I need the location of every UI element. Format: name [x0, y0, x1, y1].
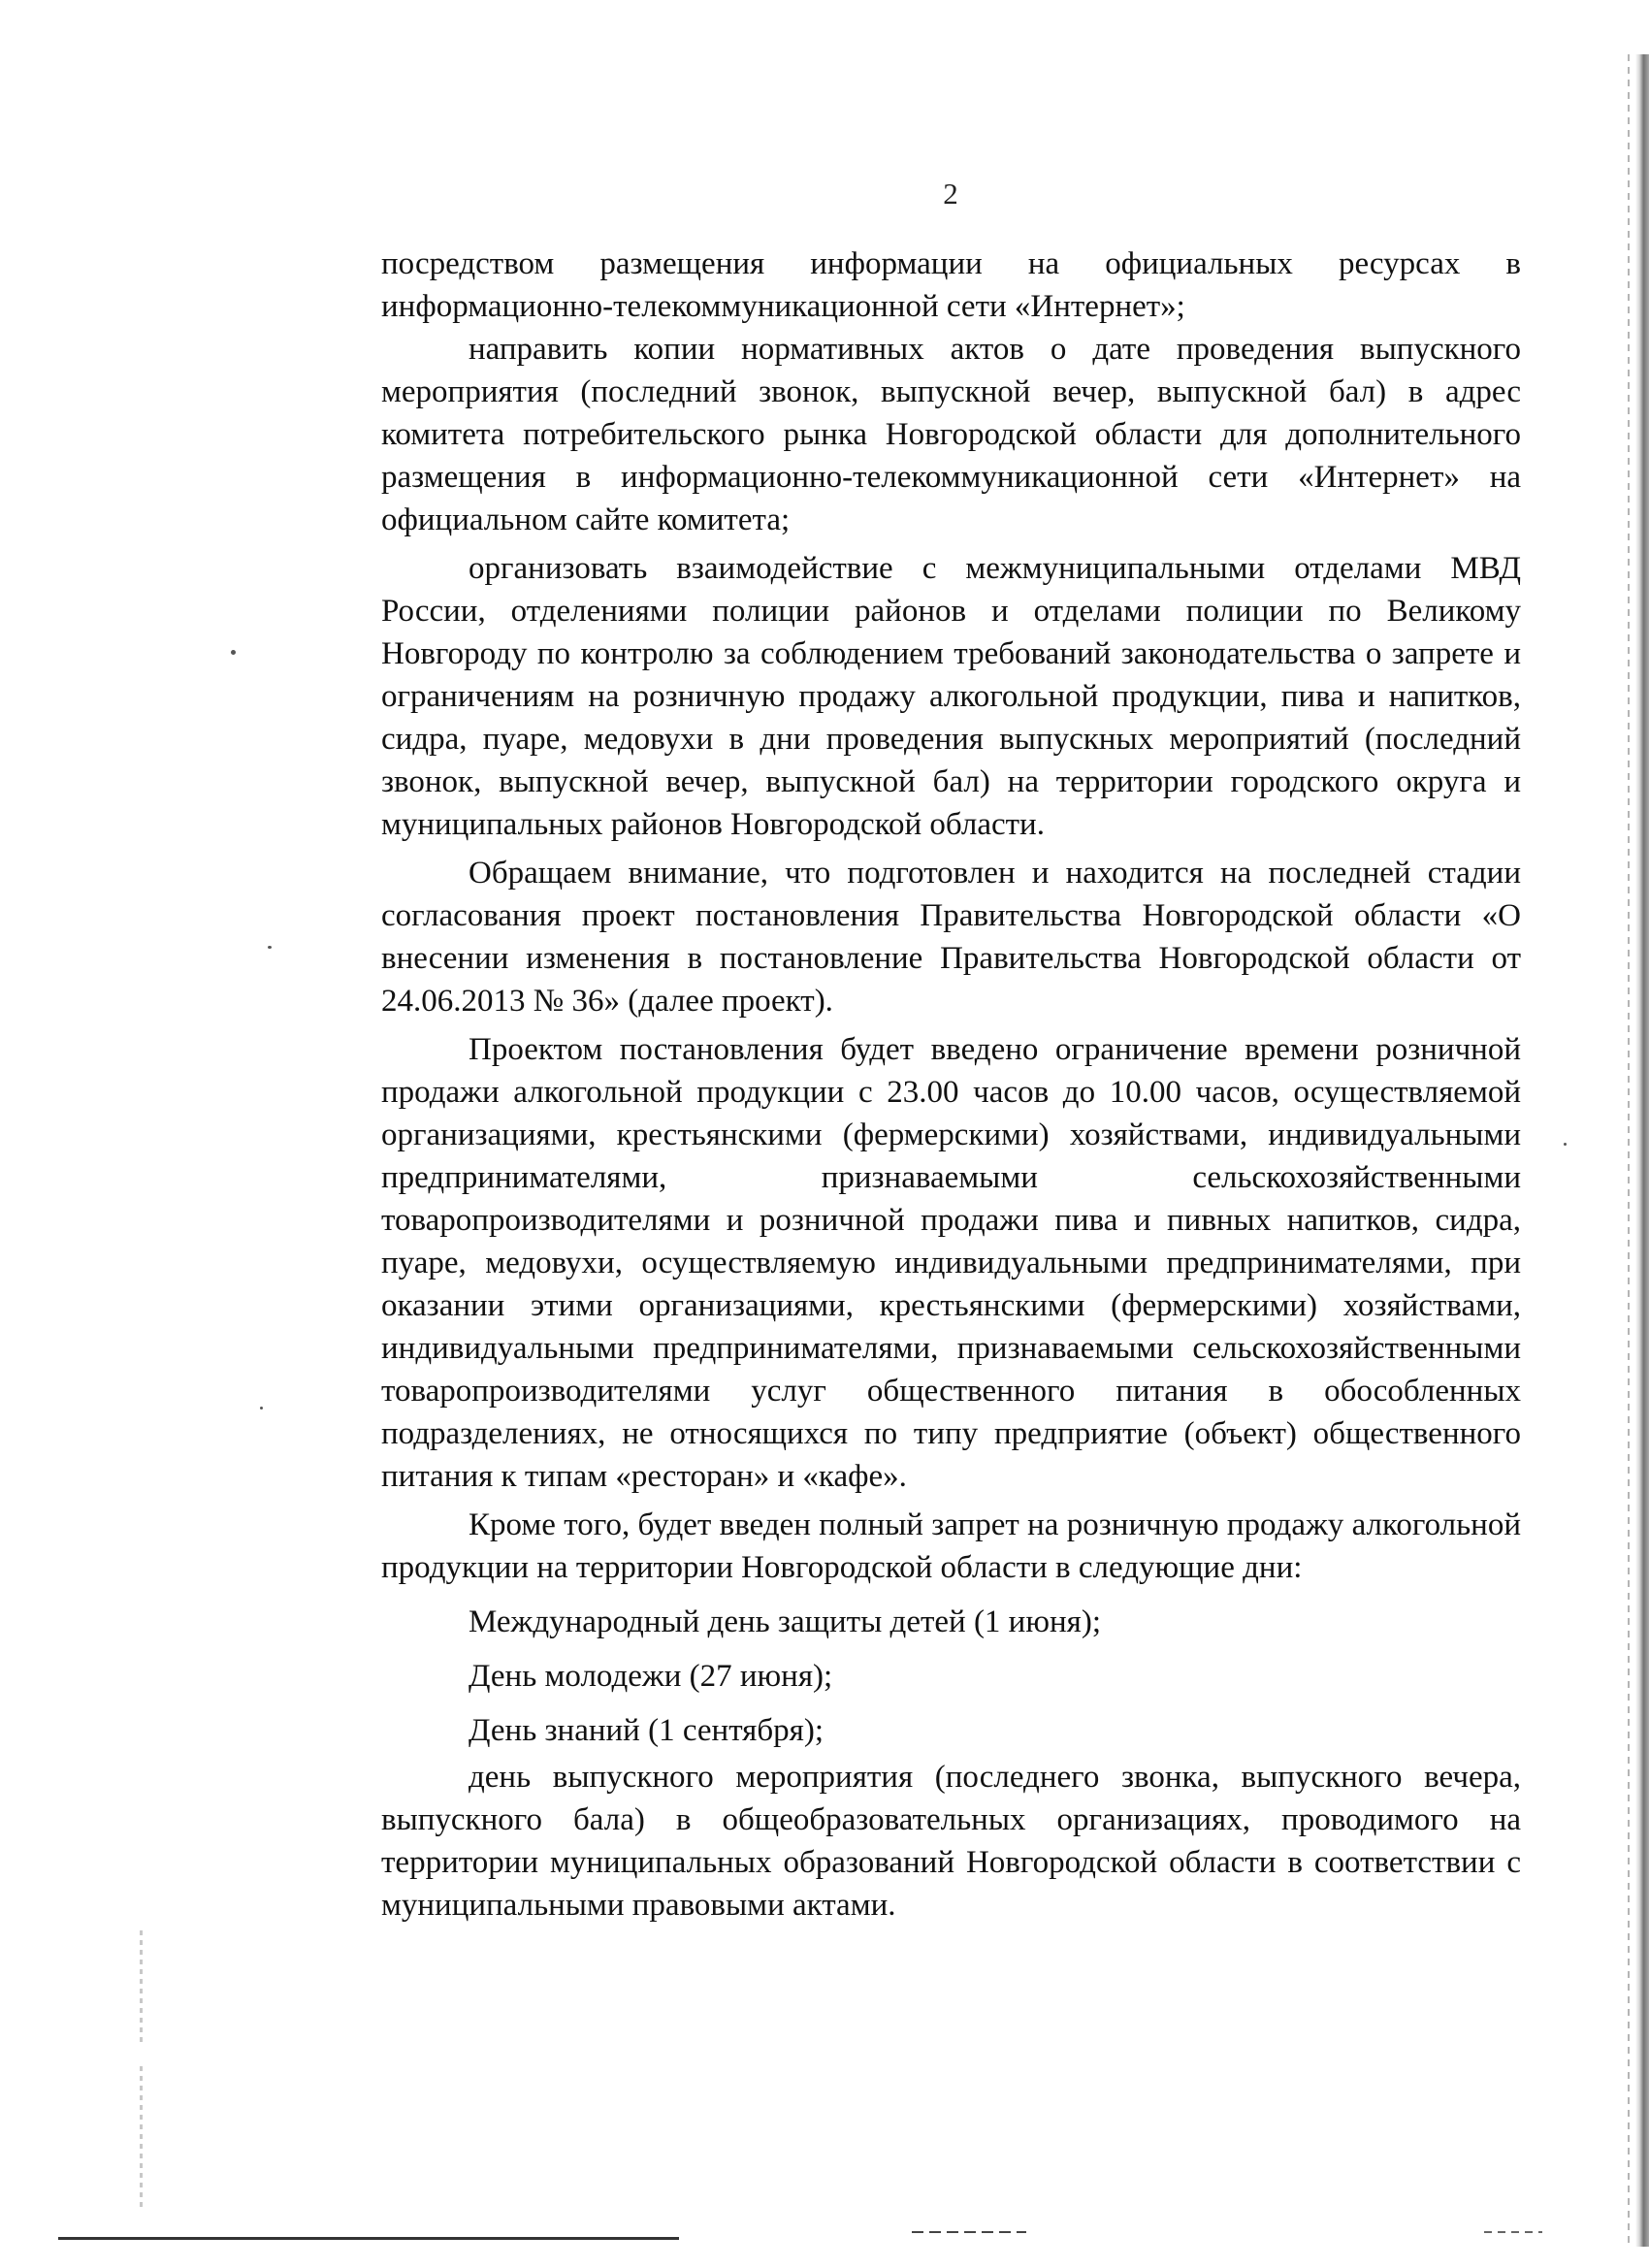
paragraph: день выпускного мероприятия (последнего звонка, выпускного вечера, выпускного бала) в общеобразовательных организациях, проводимого на территории муниципальных образований Новгородской области в соответствии с муниципальными правовыми актами.	[381, 1760, 1521, 1923]
scan-speck	[231, 650, 236, 655]
list-item: День молодежи (27 июня);	[469, 1659, 833, 1694]
bottom-scan-line	[1484, 2231, 1542, 2233]
bottom-scan-line	[58, 2237, 679, 2240]
paragraph: посредством размещения информации на официальных ресурсах в информационно-телекоммуникационной сети «Интернет»;	[381, 246, 1521, 324]
scan-speck	[1564, 1143, 1567, 1146]
document-body	[381, 243, 1521, 1927]
margin-scan-mark	[140, 2066, 143, 2212]
page-number: 2	[943, 177, 958, 211]
margin-scan-mark	[140, 1930, 143, 2047]
bottom-scan-line	[912, 2231, 1026, 2233]
scan-edge-shadow	[1635, 54, 1649, 2247]
scan-speck	[260, 1407, 263, 1409]
scan-edge-mark	[1628, 54, 1630, 2247]
paragraph: направить копии нормативных актов о дате проведения выпускного мероприятия (последний звонок, выпускной вечер, выпускной бал) в адрес комитета потребительского рынка Новгородской области для дополнительного размещения в информационно-телекоммуникационной сети «Интернет» на официальном сайте комитета;	[381, 332, 1521, 537]
list-item: День знаний (1 сентября);	[469, 1713, 824, 1748]
paragraph: Обращаем внимание, что подготовлен и находится на последней стадии согласования проект постановления Правительства Новгородской области «О внесении изменения в постановление Правительства Новгородской области от 24.06.2013 № 36» (далее проект).	[381, 856, 1521, 1019]
paragraph: организовать взаимодействие с межмуниципальными отделами МВД России, отделениями полиции районов и отделами полиции по Великому Новгороду по контролю за соблюдением требований законодательства о запрете и ограничениям на розничную продажу алкогольной продукции, пива и напитков, сидра, пуаре, медовухи в дни проведения выпускных мероприятий (последний звонок, выпускной вечер, выпускной бал) на территории городского округа и муниципальных районов Новгородской области.	[381, 551, 1521, 842]
paragraph: Кроме того, будет введен полный запрет на розничную продажу алкогольной продукции на территории Новгородской области в следующие дни:	[381, 1507, 1521, 1585]
paragraph: Проектом постановления будет введено ограничение времени розничной продажи алкогольной продукции с 23.00 часов до 10.00 часов, осуществляемой организациями, крестьянскими (фермерскими) хозяйствами, индивидуальными предпринимателями, признаваемыми сельскохозяйственными товаропроизводителями и розничной продажи пива и пивных напитков, сидра, пуаре, медовухи, осуществляемую индивидуальными предпринимателями, при оказании этими организациями, крестьянскими (фермерскими) хозяйствами, индивидуальными предпринимателями, признаваемыми сельскохозяйственными товаропроизводителями услуг общественного питания в обособленных подразделениях, не относящихся по типу предприятие (объект) общественного питания к типам «ресторан» и «кафе».	[381, 1032, 1521, 1494]
scan-speck	[268, 946, 272, 949]
list-item: Международный день защиты детей (1 июня);	[469, 1604, 1101, 1639]
